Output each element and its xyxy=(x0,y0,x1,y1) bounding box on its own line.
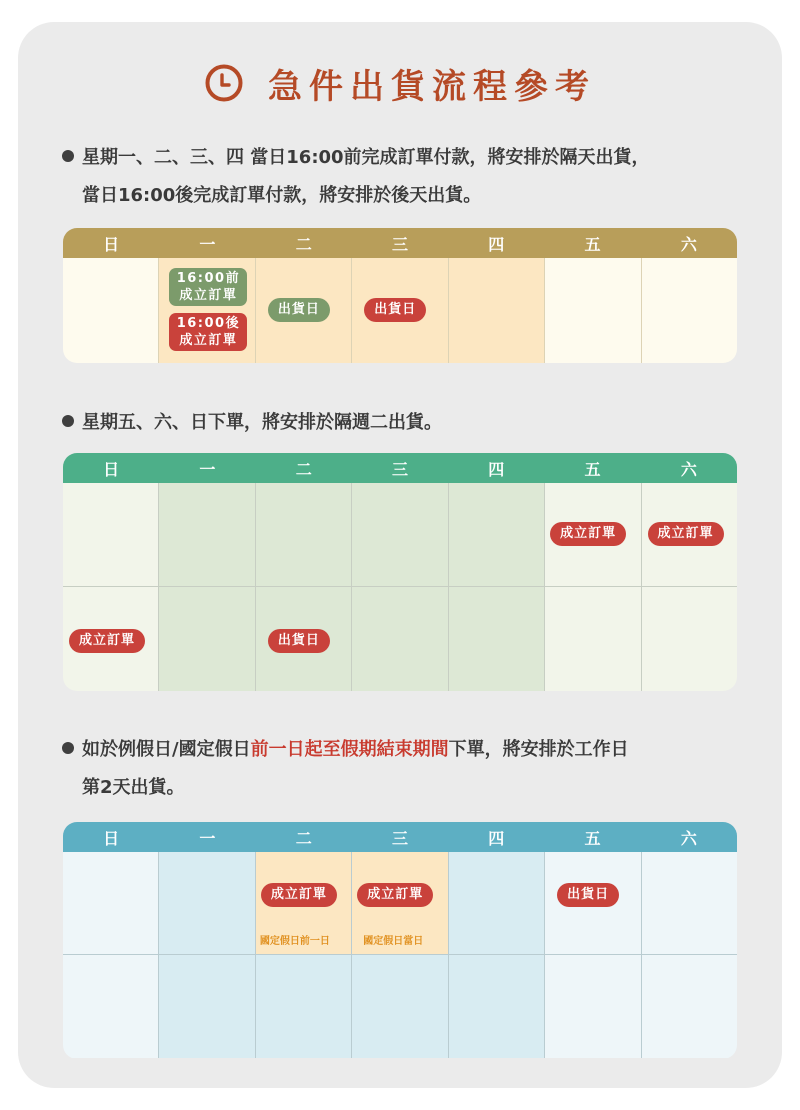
ship-day-badge: 出貨日 xyxy=(364,298,426,322)
weekday-sat: 六 xyxy=(680,828,697,848)
weekday-fri: 五 xyxy=(584,828,601,848)
weekday-mon: 一 xyxy=(199,234,216,254)
bullet-icon xyxy=(62,742,74,754)
weekday-tue: 二 xyxy=(295,234,312,254)
order-placed-badge: 成立訂單 xyxy=(550,522,626,546)
order-placed-badge: 成立訂單 xyxy=(69,629,145,653)
day-cell-sun xyxy=(63,852,159,954)
weekday-fri: 五 xyxy=(584,459,601,479)
calendar-header xyxy=(63,228,737,258)
weekday-sun: 日 xyxy=(103,459,120,479)
clock-icon xyxy=(204,63,244,103)
section2-line1: 星期五、六、日下單，將安排於隔週二出貨。 xyxy=(82,412,442,433)
day-cell-thu xyxy=(449,587,545,691)
day-cell-sun xyxy=(63,483,159,586)
day-cell-sun xyxy=(63,587,159,691)
bullet-icon xyxy=(62,150,74,162)
ship-day-badge: 出貨日 xyxy=(268,629,330,653)
day-cell-tue xyxy=(256,483,352,586)
weekday-thu: 四 xyxy=(488,459,505,479)
weekday-fri: 五 xyxy=(584,234,601,254)
order-placed-badge: 成立訂單 xyxy=(357,883,433,907)
weekday-thu: 四 xyxy=(488,828,505,848)
section3-line1c: 下單，將安排於工作日 xyxy=(448,739,629,760)
day-cell-mon xyxy=(159,483,255,586)
day-cell-sat xyxy=(642,587,737,691)
section3-line1a: 如於例假日/國定假日 xyxy=(82,739,251,760)
calendar-week-2 xyxy=(63,955,737,1058)
calendar-header xyxy=(63,453,737,483)
title-row xyxy=(0,58,800,108)
day-cell-fri xyxy=(545,258,641,363)
order-before-1600-badge: 16:00前 成立訂單 xyxy=(169,268,247,306)
calendar-week-2 xyxy=(63,587,737,691)
weekday-wed: 三 xyxy=(391,459,408,479)
page-title: 急件出貨流程參考 xyxy=(268,66,596,107)
calendar-week xyxy=(63,258,737,363)
day-cell-fri xyxy=(545,587,641,691)
weekday-wed: 三 xyxy=(391,234,408,254)
day-cell-fri xyxy=(545,955,641,1058)
day-cell-thu xyxy=(449,483,545,586)
section3-highlight: 前一日起至假期結束期間 xyxy=(250,739,449,760)
calendar-header xyxy=(63,822,737,852)
holiday-day-note: 國定假日當日 xyxy=(363,936,424,947)
section3-text xyxy=(62,731,629,807)
calendar-weekend-orders xyxy=(63,453,737,691)
day-cell-wed xyxy=(352,852,448,954)
day-cell-thu xyxy=(449,955,545,1058)
calendar-holiday-orders xyxy=(63,822,737,1059)
bullet-icon xyxy=(62,415,74,427)
weekday-mon: 一 xyxy=(199,828,216,848)
day-cell-tue xyxy=(256,258,352,363)
day-cell-mon xyxy=(159,852,255,954)
section1-text xyxy=(62,139,650,215)
weekday-sun: 日 xyxy=(103,234,120,254)
day-cell-mon xyxy=(159,955,255,1058)
section2-text xyxy=(62,404,442,442)
section1-line2: 當日16:00後完成訂單付款，將安排於後天出貨。 xyxy=(82,185,482,206)
day-cell-wed xyxy=(352,955,448,1058)
ship-day-badge: 出貨日 xyxy=(268,298,330,322)
day-cell-mon xyxy=(159,258,255,363)
weekday-mon: 一 xyxy=(199,459,216,479)
holiday-eve-note: 國定假日前一日 xyxy=(259,936,330,947)
day-cell-tue xyxy=(256,852,352,954)
weekday-thu: 四 xyxy=(488,234,505,254)
weekday-sun: 日 xyxy=(103,828,120,848)
weekday-sat: 六 xyxy=(680,234,697,254)
day-cell-sun xyxy=(63,955,159,1058)
order-placed-badge: 成立訂單 xyxy=(648,522,724,546)
day-cell-wed xyxy=(352,258,448,363)
day-cell-wed xyxy=(352,483,448,586)
day-cell-sat xyxy=(642,852,737,954)
day-cell-thu xyxy=(449,258,545,363)
day-cell-sat xyxy=(642,258,737,363)
calendar-week-1 xyxy=(63,852,737,955)
weekday-wed: 三 xyxy=(391,828,408,848)
order-placed-badge: 成立訂單 xyxy=(261,883,337,907)
day-cell-sun xyxy=(63,258,159,363)
calendar-week-1 xyxy=(63,483,737,587)
day-cell-sat xyxy=(642,955,737,1058)
day-cell-mon xyxy=(159,587,255,691)
day-cell-tue xyxy=(256,587,352,691)
ship-day-badge: 出貨日 xyxy=(557,883,619,907)
calendar-weekday-orders xyxy=(63,228,737,363)
section1-line1: 星期一、二、三、四 當日16:00前完成訂單付款，將安排於隔天出貨， xyxy=(82,147,650,168)
day-cell-sat xyxy=(642,483,737,586)
weekday-tue: 二 xyxy=(295,459,312,479)
day-cell-tue xyxy=(256,955,352,1058)
order-after-1600-badge: 16:00後 成立訂單 xyxy=(169,313,247,351)
weekday-tue: 二 xyxy=(295,828,312,848)
weekday-sat: 六 xyxy=(680,459,697,479)
section3-line2: 第2天出貨。 xyxy=(82,777,185,798)
day-cell-fri xyxy=(545,483,641,586)
day-cell-fri xyxy=(545,852,641,954)
day-cell-thu xyxy=(449,852,545,954)
day-cell-wed xyxy=(352,587,448,691)
